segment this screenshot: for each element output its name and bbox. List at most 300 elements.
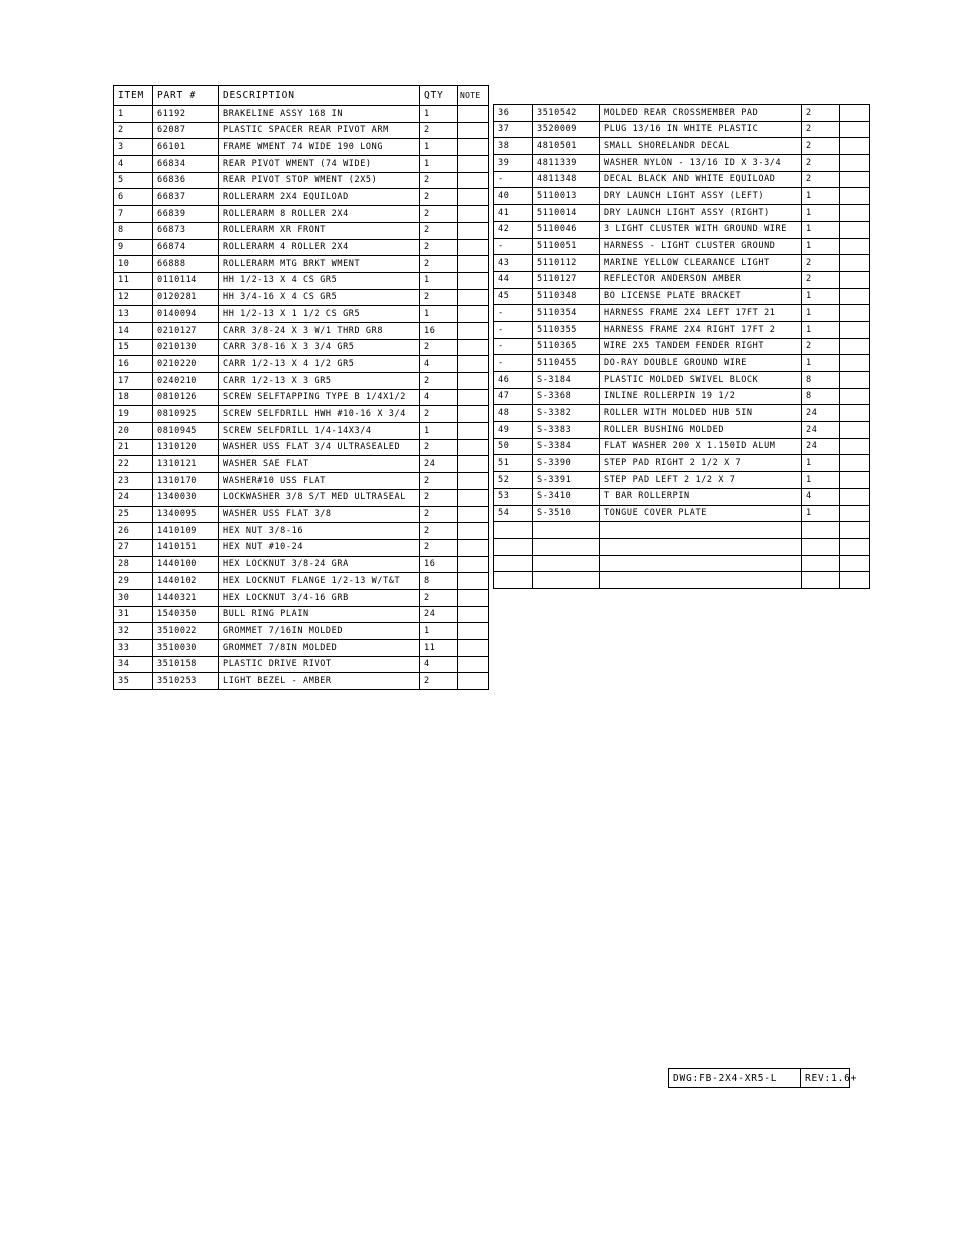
- note-cell: [458, 373, 489, 390]
- note-cell: [458, 640, 489, 657]
- part-number-cell: 1340030: [153, 489, 219, 506]
- title-block: [668, 1068, 858, 1088]
- item-cell: 35: [114, 673, 153, 690]
- item-cell: 39: [494, 155, 533, 172]
- table-row: [114, 106, 489, 123]
- item-cell: 27: [114, 539, 153, 556]
- table-row: [494, 505, 870, 522]
- qty-cell: 2: [802, 155, 840, 172]
- part-number-cell: 66839: [153, 206, 219, 223]
- qty-cell: 1: [802, 188, 840, 205]
- item-cell: 16: [114, 356, 153, 373]
- table-row: [494, 355, 870, 372]
- qty-cell: 1: [420, 423, 458, 440]
- qty-cell: 2: [420, 222, 458, 239]
- item-cell: -: [494, 305, 533, 322]
- table-row: [114, 122, 489, 139]
- part-number-cell: 0810945: [153, 423, 219, 440]
- qty-cell: 1: [802, 205, 840, 222]
- item-cell: 21: [114, 439, 153, 456]
- item-cell: [494, 555, 533, 572]
- description-cell: WASHER USS FLAT 3/8: [219, 506, 420, 523]
- part-number-cell: 1310121: [153, 456, 219, 473]
- part-number-cell: 1410109: [153, 523, 219, 540]
- item-cell: 19: [114, 406, 153, 423]
- note-cell: [840, 538, 870, 555]
- part-number-cell: 66874: [153, 239, 219, 256]
- part-number-cell: 3520009: [533, 121, 600, 138]
- qty-cell: 2: [420, 506, 458, 523]
- note-cell: [840, 472, 870, 489]
- description-cell: REAR PIVOT STOP WMENT (2X5): [219, 172, 420, 189]
- table-row: [114, 289, 489, 306]
- qty-cell: 2: [420, 589, 458, 606]
- part-number-cell: 3510030: [153, 640, 219, 657]
- qty-cell: 2: [802, 138, 840, 155]
- note-cell: [458, 539, 489, 556]
- part-number-cell: 0120281: [153, 289, 219, 306]
- note-cell: [458, 272, 489, 289]
- table-row: [114, 406, 489, 423]
- part-number-cell: 66834: [153, 156, 219, 173]
- part-number-cell: 0810126: [153, 389, 219, 406]
- qty-cell: 2: [420, 289, 458, 306]
- description-cell: REAR PIVOT WMENT (74 WIDE): [219, 156, 420, 173]
- qty-cell: 8: [802, 372, 840, 389]
- table-row: [114, 656, 489, 673]
- item-cell: 12: [114, 289, 153, 306]
- part-number-cell: 0210127: [153, 322, 219, 339]
- table-row: [494, 188, 870, 205]
- item-cell: 36: [494, 105, 533, 122]
- item-cell: 31: [114, 606, 153, 623]
- note-cell: [840, 321, 870, 338]
- description-cell: CARR 1/2-13 X 4 1/2 GR5: [219, 356, 420, 373]
- description-cell: [600, 538, 802, 555]
- table-row: [114, 473, 489, 490]
- qty-cell: 8: [802, 388, 840, 405]
- qty-cell: [802, 522, 840, 539]
- note-cell: [458, 139, 489, 156]
- item-cell: 51: [494, 455, 533, 472]
- item-cell: 22: [114, 456, 153, 473]
- table-row: [494, 221, 870, 238]
- qty-cell: [802, 572, 840, 589]
- note-cell: [458, 339, 489, 356]
- qty-cell: 2: [420, 439, 458, 456]
- table-row: [494, 255, 870, 272]
- note-cell: [458, 122, 489, 139]
- qty-cell: 1: [802, 455, 840, 472]
- part-number-cell: 3510022: [153, 623, 219, 640]
- note-cell: [840, 288, 870, 305]
- note-cell: [840, 105, 870, 122]
- item-cell: 28: [114, 556, 153, 573]
- table-row: [114, 356, 489, 373]
- item-cell: 45: [494, 288, 533, 305]
- description-cell: 3 LIGHT CLUSTER WITH GROUND WIRE: [600, 221, 802, 238]
- note-cell: [840, 405, 870, 422]
- item-cell: 32: [114, 623, 153, 640]
- item-cell: 42: [494, 221, 533, 238]
- description-cell: [600, 572, 802, 589]
- part-number-cell: S-3382: [533, 405, 600, 422]
- qty-cell: 24: [420, 606, 458, 623]
- table-row: [114, 172, 489, 189]
- description-cell: HEX LOCKNUT 3/4-16 GRB: [219, 589, 420, 606]
- part-number-cell: 5110014: [533, 205, 600, 222]
- part-number-cell: 5110355: [533, 321, 600, 338]
- note-cell: [840, 505, 870, 522]
- qty-cell: 1: [802, 321, 840, 338]
- qty-cell: [802, 538, 840, 555]
- item-cell: 2: [114, 122, 153, 139]
- qty-cell: 2: [420, 473, 458, 490]
- description-cell: CARR 3/8-24 X 3 W/1 THRD GR8: [219, 322, 420, 339]
- note-cell: [458, 389, 489, 406]
- table-row: [114, 373, 489, 390]
- table-row: [494, 538, 870, 555]
- note-cell: [458, 506, 489, 523]
- description-cell: PLUG 13/16 IN WHITE PLASTIC: [600, 121, 802, 138]
- note-cell: [840, 355, 870, 372]
- description-cell: PLASTIC MOLDED SWIVEL BLOCK: [600, 372, 802, 389]
- part-number-cell: 0810925: [153, 406, 219, 423]
- table-row: [494, 405, 870, 422]
- note-cell: [458, 573, 489, 590]
- note-cell: [458, 673, 489, 690]
- item-cell: 5: [114, 172, 153, 189]
- item-cell: 50: [494, 438, 533, 455]
- description-cell: DECAL BLACK AND WHITE EQUILOAD: [600, 171, 802, 188]
- table-row: [494, 455, 870, 472]
- item-cell: 4: [114, 156, 153, 173]
- note-cell: [458, 523, 489, 540]
- note-cell: [458, 106, 489, 123]
- note-cell: [840, 155, 870, 172]
- table-row: [114, 539, 489, 556]
- item-cell: [494, 538, 533, 555]
- description-cell: HEX LOCKNUT 3/8-24 GRA: [219, 556, 420, 573]
- description-cell: DRY LAUNCH LIGHT ASSY (RIGHT): [600, 205, 802, 222]
- table-row: [114, 673, 489, 690]
- part-number-cell: 62087: [153, 122, 219, 139]
- note-cell: [840, 255, 870, 272]
- item-cell: 40: [494, 188, 533, 205]
- table-row: [114, 556, 489, 573]
- note-cell: [458, 456, 489, 473]
- part-number-cell: 61192: [153, 106, 219, 123]
- item-cell: 53: [494, 488, 533, 505]
- table-row: [114, 306, 489, 323]
- qty-cell: 4: [802, 488, 840, 505]
- note-cell: [458, 206, 489, 223]
- table-row: [114, 339, 489, 356]
- description-cell: ROLLERARM 2X4 EQUILOAD: [219, 189, 420, 206]
- item-cell: 52: [494, 472, 533, 489]
- table-row: [114, 456, 489, 473]
- part-number-cell: 1440100: [153, 556, 219, 573]
- part-number-cell: 5110127: [533, 271, 600, 288]
- description-cell: STEP PAD LEFT 2 1/2 X 7: [600, 472, 802, 489]
- table-row: [114, 156, 489, 173]
- qty-cell: 1: [802, 221, 840, 238]
- table-row: [114, 623, 489, 640]
- part-number-cell: 0210130: [153, 339, 219, 356]
- table-row: [494, 372, 870, 389]
- table-row: [494, 105, 870, 122]
- table-row: [114, 573, 489, 590]
- header-item: ITEM: [114, 86, 153, 106]
- item-cell: -: [494, 355, 533, 372]
- qty-cell: 2: [802, 255, 840, 272]
- description-cell: ROLLER WITH MOLDED HUB 5IN: [600, 405, 802, 422]
- part-number-cell: 4811348: [533, 171, 600, 188]
- description-cell: HEX NUT #10-24: [219, 539, 420, 556]
- qty-cell: 1: [420, 623, 458, 640]
- qty-cell: 8: [420, 573, 458, 590]
- table-row: [114, 256, 489, 273]
- note-cell: [840, 188, 870, 205]
- description-cell: GROMMET 7/16IN MOLDED: [219, 623, 420, 640]
- qty-cell: 2: [420, 673, 458, 690]
- qty-cell: 1: [802, 505, 840, 522]
- qty-cell: 2: [420, 373, 458, 390]
- description-cell: ROLLERARM 4 ROLLER 2X4: [219, 239, 420, 256]
- description-cell: LIGHT BEZEL - AMBER: [219, 673, 420, 690]
- note-cell: [840, 372, 870, 389]
- qty-cell: 16: [420, 556, 458, 573]
- item-cell: 3: [114, 139, 153, 156]
- item-cell: 48: [494, 405, 533, 422]
- item-cell: -: [494, 338, 533, 355]
- table-row: [114, 389, 489, 406]
- qty-cell: 1: [420, 306, 458, 323]
- qty-cell: [802, 555, 840, 572]
- part-number-cell: 1540350: [153, 606, 219, 623]
- part-number-cell: [533, 522, 600, 539]
- item-cell: 15: [114, 339, 153, 356]
- part-number-cell: 5110051: [533, 238, 600, 255]
- qty-cell: 2: [420, 539, 458, 556]
- part-number-cell: S-3410: [533, 488, 600, 505]
- header-qty: QTY: [420, 86, 458, 106]
- qty-cell: 24: [420, 456, 458, 473]
- description-cell: T BAR ROLLERPIN: [600, 488, 802, 505]
- description-cell: MARINE YELLOW CLEARANCE LIGHT: [600, 255, 802, 272]
- part-number-cell: 5110354: [533, 305, 600, 322]
- note-cell: [458, 439, 489, 456]
- description-cell: ROLLERARM XR FRONT: [219, 222, 420, 239]
- part-number-cell: 0240210: [153, 373, 219, 390]
- note-cell: [840, 388, 870, 405]
- description-cell: MOLDED REAR CROSSMEMBER PAD: [600, 105, 802, 122]
- description-cell: [600, 522, 802, 539]
- description-cell: WASHER#10 USS FLAT: [219, 473, 420, 490]
- item-cell: 18: [114, 389, 153, 406]
- note-cell: [840, 221, 870, 238]
- description-cell: WIRE 2X5 TANDEM FENDER RIGHT: [600, 338, 802, 355]
- part-number-cell: [533, 538, 600, 555]
- qty-cell: 2: [420, 406, 458, 423]
- item-cell: 30: [114, 589, 153, 606]
- part-number-cell: 66101: [153, 139, 219, 156]
- qty-cell: 2: [420, 239, 458, 256]
- table-row: [114, 322, 489, 339]
- item-cell: 14: [114, 322, 153, 339]
- description-cell: BULL RING PLAIN: [219, 606, 420, 623]
- description-cell: BO LICENSE PLATE BRACKET: [600, 288, 802, 305]
- qty-cell: 1: [420, 139, 458, 156]
- note-cell: [458, 556, 489, 573]
- qty-cell: 1: [420, 156, 458, 173]
- note-cell: [458, 222, 489, 239]
- note-cell: [458, 306, 489, 323]
- item-cell: 8: [114, 222, 153, 239]
- part-number-cell: [533, 572, 600, 589]
- description-cell: ROLLERARM 8 ROLLER 2X4: [219, 206, 420, 223]
- item-cell: 54: [494, 505, 533, 522]
- item-cell: 43: [494, 255, 533, 272]
- part-number-cell: S-3390: [533, 455, 600, 472]
- description-cell: BRAKELINE ASSY 168 IN: [219, 106, 420, 123]
- note-cell: [840, 422, 870, 439]
- qty-cell: 2: [802, 338, 840, 355]
- description-cell: LOCKWASHER 3/8 S/T MED ULTRASEAL: [219, 489, 420, 506]
- qty-cell: 2: [802, 271, 840, 288]
- description-cell: WASHER NYLON - 13/16 ID X 3-3/4: [600, 155, 802, 172]
- description-cell: STEP PAD RIGHT 2 1/2 X 7: [600, 455, 802, 472]
- table-row: [494, 171, 870, 188]
- note-cell: [840, 121, 870, 138]
- note-cell: [458, 489, 489, 506]
- part-number-cell: 5110348: [533, 288, 600, 305]
- note-cell: [458, 606, 489, 623]
- revision-label: REV:1.6+: [805, 1072, 858, 1084]
- item-cell: -: [494, 171, 533, 188]
- table-row: [494, 555, 870, 572]
- note-cell: [458, 239, 489, 256]
- description-cell: PLASTIC DRIVE RIVOT: [219, 656, 420, 673]
- qty-cell: 1: [802, 472, 840, 489]
- description-cell: SMALL SHORELANDR DECAL: [600, 138, 802, 155]
- qty-cell: 1: [802, 305, 840, 322]
- note-cell: [458, 172, 489, 189]
- description-cell: DRY LAUNCH LIGHT ASSY (LEFT): [600, 188, 802, 205]
- item-cell: -: [494, 321, 533, 338]
- qty-cell: 2: [420, 172, 458, 189]
- item-cell: 34: [114, 656, 153, 673]
- table-row: [114, 439, 489, 456]
- description-cell: DO-RAY DOUBLE GROUND WIRE: [600, 355, 802, 372]
- parts-list-table-right: [493, 104, 870, 589]
- part-number-cell: 3510542: [533, 105, 600, 122]
- description-cell: INLINE ROLLERPIN 19 1/2: [600, 388, 802, 405]
- part-number-cell: S-3510: [533, 505, 600, 522]
- table-row: [494, 288, 870, 305]
- qty-cell: 2: [420, 206, 458, 223]
- description-cell: SCREW SELFDRILL HWH #10-16 X 3/4: [219, 406, 420, 423]
- note-cell: [840, 438, 870, 455]
- table-row: [494, 121, 870, 138]
- part-number-cell: 5110046: [533, 221, 600, 238]
- qty-cell: 2: [802, 171, 840, 188]
- description-cell: WASHER SAE FLAT: [219, 456, 420, 473]
- part-number-cell: S-3184: [533, 372, 600, 389]
- item-cell: 9: [114, 239, 153, 256]
- description-cell: SCREW SELFDRILL 1/4-14X3/4: [219, 423, 420, 440]
- part-number-cell: 3510253: [153, 673, 219, 690]
- note-cell: [840, 205, 870, 222]
- item-cell: [494, 572, 533, 589]
- table-row: [494, 388, 870, 405]
- note-cell: [458, 423, 489, 440]
- table-row: [494, 321, 870, 338]
- part-number-cell: 0210220: [153, 356, 219, 373]
- description-cell: SCREW SELFTAPPING TYPE B 1/4X1/2: [219, 389, 420, 406]
- note-cell: [840, 338, 870, 355]
- part-number-cell: 5110365: [533, 338, 600, 355]
- header-part-number: PART #: [153, 86, 219, 106]
- table-row: [494, 271, 870, 288]
- part-number-cell: S-3384: [533, 438, 600, 455]
- item-cell: 1: [114, 106, 153, 123]
- description-cell: HEX LOCKNUT FLANGE 1/2-13 W/T&T: [219, 573, 420, 590]
- item-cell: 37: [494, 121, 533, 138]
- header-description: DESCRIPTION: [219, 86, 420, 106]
- note-cell: [840, 238, 870, 255]
- table-row: [114, 489, 489, 506]
- part-number-cell: 1310170: [153, 473, 219, 490]
- note-cell: [458, 356, 489, 373]
- part-number-cell: S-3368: [533, 388, 600, 405]
- description-cell: [600, 555, 802, 572]
- qty-cell: 1: [802, 238, 840, 255]
- description-cell: HARNESS - LIGHT CLUSTER GROUND: [600, 238, 802, 255]
- part-number-cell: 1440321: [153, 589, 219, 606]
- note-cell: [458, 589, 489, 606]
- qty-cell: 1: [420, 106, 458, 123]
- qty-cell: 24: [802, 438, 840, 455]
- qty-cell: 4: [420, 656, 458, 673]
- description-cell: HH 1/2-13 X 1 1/2 CS GR5: [219, 306, 420, 323]
- part-number-cell: 66836: [153, 172, 219, 189]
- note-cell: [458, 406, 489, 423]
- qty-cell: 2: [420, 523, 458, 540]
- note-cell: [840, 522, 870, 539]
- item-cell: 29: [114, 573, 153, 590]
- table-row: [494, 422, 870, 439]
- note-cell: [840, 555, 870, 572]
- qty-cell: 2: [802, 121, 840, 138]
- item-cell: 13: [114, 306, 153, 323]
- table-row: [114, 523, 489, 540]
- table-row: [494, 238, 870, 255]
- table-row: [494, 438, 870, 455]
- item-cell: 6: [114, 189, 153, 206]
- note-cell: [840, 138, 870, 155]
- part-number-cell: 5110013: [533, 188, 600, 205]
- item-cell: 33: [114, 640, 153, 657]
- item-cell: 25: [114, 506, 153, 523]
- part-number-cell: 66837: [153, 189, 219, 206]
- note-cell: [458, 623, 489, 640]
- qty-cell: 1: [802, 288, 840, 305]
- note-cell: [458, 256, 489, 273]
- note-cell: [840, 572, 870, 589]
- table-row: [114, 239, 489, 256]
- qty-cell: 1: [420, 272, 458, 289]
